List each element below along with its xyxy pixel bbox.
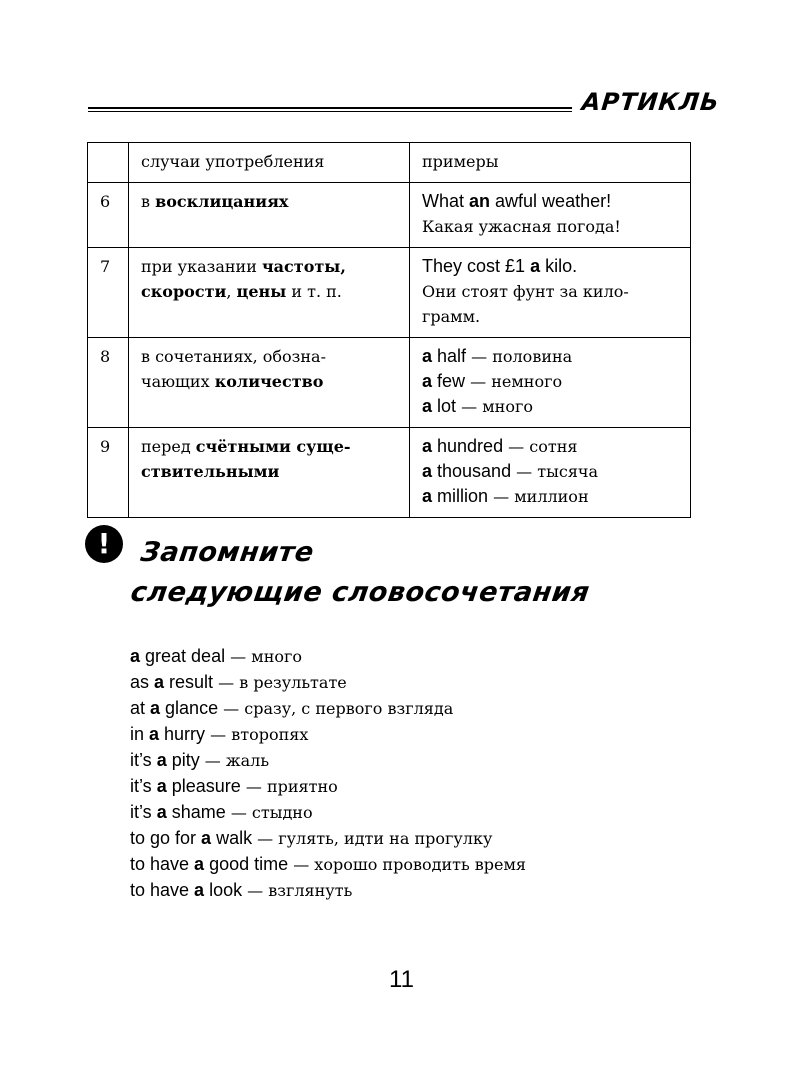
example-line: a few — немного: [422, 371, 563, 391]
usage-cell: [129, 338, 410, 428]
header-rule: [88, 107, 572, 112]
example-line: a hundred — сотня: [422, 436, 578, 456]
example-cell: [410, 248, 691, 338]
note-title-line-2: следующие словосочетания: [128, 577, 592, 608]
table-row: [88, 248, 691, 338]
example-line: a half — половина: [422, 346, 573, 366]
usage-cell: [129, 428, 410, 518]
header-cell-number: [88, 143, 129, 183]
example-en: What an awful weather!: [422, 191, 612, 211]
list-item: a great deal — много: [130, 646, 303, 666]
usage-line: при указании частоты,: [141, 257, 346, 276]
article: a: [530, 256, 541, 276]
usage-line: чающих количество: [141, 372, 324, 391]
usage-cell: [129, 183, 410, 248]
row-number: 6: [88, 183, 129, 248]
list-item: to have a good time — хорошо проводить время: [130, 854, 527, 874]
example-ru: Они стоят фунт за кило-: [422, 282, 629, 301]
note-title-line-1: Запомните: [138, 537, 316, 568]
usage-text: в: [141, 192, 156, 211]
example-line: a lot — много: [422, 396, 533, 416]
list-item: it’s a pleasure — приятно: [130, 776, 338, 796]
usage-line: перед счётными суще-: [141, 437, 351, 456]
list-item: in a hurry — второпях: [130, 724, 309, 744]
usage-line: скорости, цены и т. п.: [141, 282, 342, 301]
example-cell: [410, 428, 691, 518]
header-cell-examples: примеры: [410, 143, 691, 183]
section-title: АРТИКЛЬ: [580, 88, 721, 116]
list-item: it’s a shame — стыдно: [130, 802, 313, 822]
table-row: [88, 183, 691, 248]
usage-keyword: восклицаниях: [155, 192, 289, 211]
article: an: [469, 191, 491, 211]
list-item: to go for a walk — гулять, идти на прогулку: [130, 828, 493, 848]
example-en: They cost £1 a kilo.: [422, 256, 578, 276]
usage-line: в сочетаниях, обозна-: [141, 347, 326, 366]
list-item: at a glance — сразу, с первого взгляда: [130, 698, 454, 718]
usage-line: ствительными: [141, 462, 280, 481]
header-cell-usage: случаи употребления: [129, 143, 410, 183]
table-row: [88, 338, 691, 428]
example-cell: [410, 183, 691, 248]
usage-cell: [129, 248, 410, 338]
list-item: it’s a pity — жаль: [130, 750, 270, 770]
example-line: a thousand — тысяча: [422, 461, 599, 481]
list-item: to have a look — взглянуть: [130, 880, 353, 900]
page-number: 11: [389, 966, 414, 993]
example-ru: грамм.: [422, 307, 481, 326]
list-item: as a result — в результате: [130, 672, 347, 692]
row-number: 9: [88, 428, 129, 518]
example-line: a million — миллион: [422, 486, 589, 506]
example-ru: Какая ужасная погода!: [422, 217, 621, 236]
example-cell: [410, 338, 691, 428]
table-row: [88, 428, 691, 518]
row-number: 7: [88, 248, 129, 338]
phrase-list: [130, 643, 526, 903]
row-number: 8: [88, 338, 129, 428]
table-header-row: [88, 143, 691, 183]
usage-table: [87, 142, 691, 518]
exclamation-icon: !: [85, 525, 123, 563]
